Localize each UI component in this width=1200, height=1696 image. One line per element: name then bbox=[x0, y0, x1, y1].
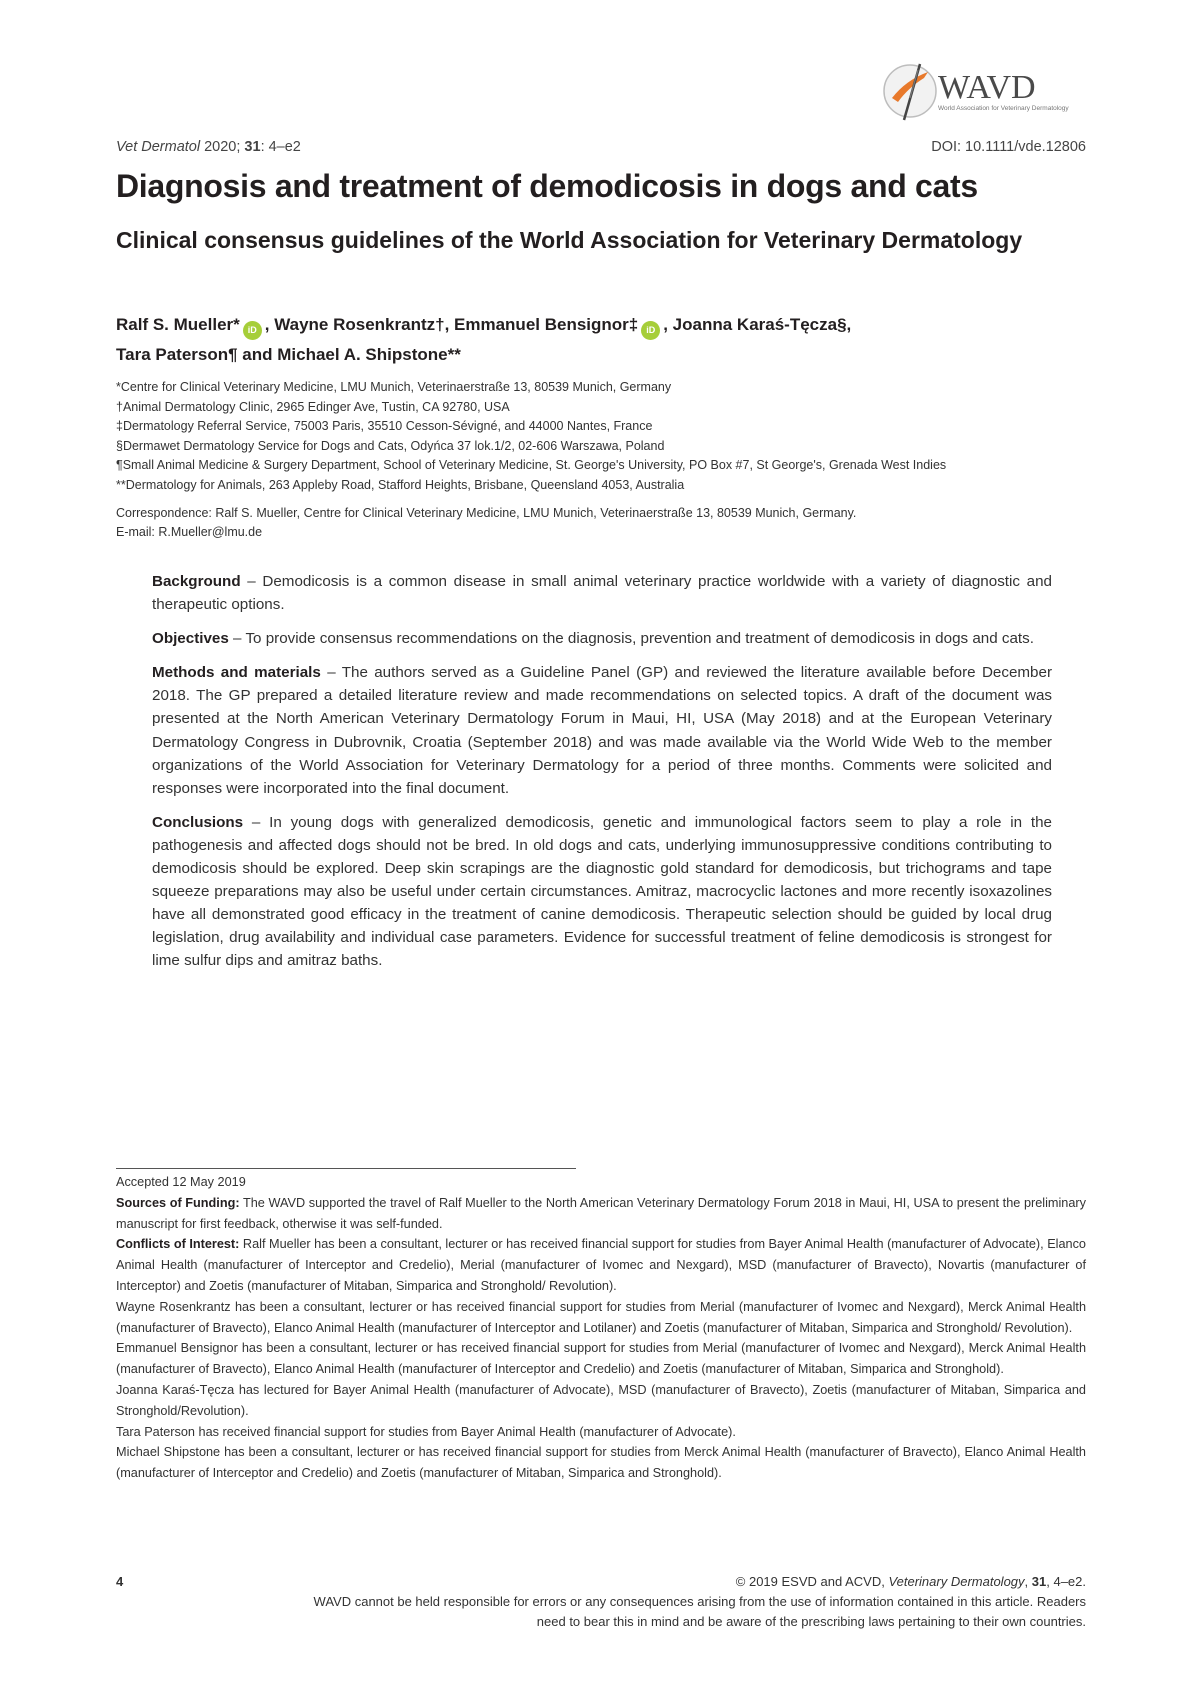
abstract-label: Methods and materials bbox=[152, 664, 321, 682]
footer-volume: 31 bbox=[1031, 1574, 1047, 1589]
abstract-objectives bbox=[152, 627, 1052, 650]
funding-note bbox=[116, 1193, 1086, 1235]
abstract-label: Conclusions bbox=[152, 813, 244, 831]
abstract bbox=[152, 570, 1052, 984]
accepted-date: Accepted 12 May 2019 bbox=[116, 1175, 246, 1189]
affiliation: ‡Dermatology Referral Service, 75003 Paris, 35510 Cesson-Sévigné, and 44000 Nantes, France bbox=[116, 419, 653, 434]
journal-citation bbox=[116, 139, 301, 155]
funding-text: The WAVD supported the travel of Ralf Mueller to the North American Veterinary Dermatology Forum 2018 in Maui, HI, USA to present the preliminary manuscript for first feedback, otherwise it was self-funded. bbox=[116, 1195, 1086, 1231]
wavd-logo bbox=[880, 58, 1090, 128]
funding-label: Sources of Funding: bbox=[116, 1195, 240, 1210]
conflicts-text: Ralf Mueller has been a consultant, lecturer or has received financial support for studies from Bayer Animal Health (manufacturer of Advocate), Elanco Animal Health (manufacturer of Interceptor and Credelio), Merial (manufacturer of Ivomec and Nexgard), MSD (manufacturer of Bravecto), Novartis (manufacturer of Interceptor) and Zoetis (manufacturer of Mitaban, Simparica and Stronghold/ Revolution). bbox=[116, 1237, 1086, 1293]
copyright-line bbox=[116, 1572, 1086, 1592]
copyright-sep: , bbox=[1024, 1574, 1032, 1589]
abstract-text: – Demodicosis is a common disease in small animal veterinary practice worldwide with a variety of diagnostic and therapeutic options. bbox=[152, 573, 1052, 614]
orcid-icon[interactable]: iD bbox=[243, 321, 262, 340]
wavd-logo-graphic bbox=[880, 58, 1090, 128]
affiliation: **Dermatology for Animals, 263 Appleby Road, Stafford Heights, Brisbane, Queensland 4053, Australia bbox=[116, 477, 685, 492]
correspondence-email[interactable]: E-mail: R.Mueller@lmu.de bbox=[116, 525, 263, 540]
orcid-icon[interactable]: iD bbox=[641, 321, 660, 340]
affiliations bbox=[116, 378, 1106, 543]
abstract-label: Background bbox=[152, 573, 241, 590]
affiliation: ¶Small Animal Medicine & Surgery Department, School of Veterinary Medicine, St. George's University, PO Box #7, St George's, Grenada West Indies bbox=[116, 458, 947, 473]
abstract-text: – To provide consensus recommendations on the diagnosis, prevention and treatment of demodicosis in dogs and cats. bbox=[228, 630, 1034, 648]
conflicts-label: Conflicts of Interest: bbox=[116, 1237, 240, 1252]
page-footer bbox=[116, 1572, 1086, 1632]
author-mueller: Ralf S. Mueller* bbox=[116, 315, 240, 334]
author-karas-tecza: , Joanna Karaś-Tęcza§, bbox=[663, 315, 852, 334]
abstract-conclusions bbox=[152, 811, 1052, 973]
disclaimer-line-1: WAVD cannot be held responsible for errors or any consequences arising from the use of information contained in this article. Readers bbox=[313, 1594, 1086, 1609]
affiliation: *Centre for Clinical Veterinary Medicine, LMU Munich, Veterinaerstraße 13, 80539 Munich, Germany bbox=[116, 380, 672, 394]
journal-abbrev: Vet Dermatol bbox=[116, 139, 201, 155]
conflict-shipstone: Michael Shipstone has been a consultant, lecturer or has received financial support for studies from Merck Animal Health (manufacturer of Bravecto), Elanco Animal Health (manufacturer of Interceptor and Credelio) and Zoetis (manufacturer of Mitaban, Simparica and Stronghold). bbox=[116, 1445, 1086, 1481]
affiliation: §Dermawet Dermatology Service for Dogs and Cats, Odyńca 37 lok.1/2, 02-606 Warszawa, Poland bbox=[116, 438, 665, 453]
conflicts-note bbox=[116, 1234, 1086, 1296]
correspondence: Correspondence: Ralf S. Mueller, Centre for Clinical Veterinary Medicine, LMU Munich, Veterinaerstraße 13, 80539 Munich, Germany. bbox=[116, 505, 857, 520]
author-list bbox=[116, 310, 1096, 369]
abstract-text: – The authors served as a Guideline Panel (GP) and reviewed the literature available before December 2018. The GP prepared a detailed literature review and made recommendations on selected topics. A draft of the document was presented at the North American Veterinary Dermatology Forum in Maui, HI, USA (May 2018) and at the European Veterinary Dermatology Congress in Dubrovnik, Croatia (September 2018) and was made available via the World Wide Web to the member organizations of the World Association for Veterinary Dermatology for a period of three months. Comments were solicited and responses were incorporated into the final document. bbox=[152, 664, 1053, 797]
conflict-paterson: Tara Paterson has received financial support for studies from Bayer Animal Health (manufacturer of Advocate). bbox=[116, 1424, 736, 1439]
author-rosenkrantz-bensignor: , Wayne Rosenkrantz†, Emmanuel Bensignor‡ bbox=[264, 315, 639, 334]
conflict-bensignor: Emmanuel Bensignor has been a consultant, lecturer or has received financial support for studies from Merial (manufacturer of Ivomec and Nexgard), Merck Animal Health (manufacturer of Bravecto), Elanco Animal Health (manufacturer of Interceptor and Credelio) and Zoetis (manufacturer of Mitaban, Simparica and Stronghold). bbox=[116, 1341, 1086, 1377]
journal-header bbox=[116, 139, 1086, 155]
copyright-suffix: , 4–e2. bbox=[1046, 1574, 1086, 1589]
journal-pages: : 4–e2 bbox=[260, 139, 301, 155]
affiliation: †Animal Dermatology Clinic, 2965 Edinger Ave, Tustin, CA 92780, USA bbox=[116, 399, 510, 414]
abstract-text: – In young dogs with generalized demodicosis, genetic and immunological factors seem to play a role in the pathogenesis and affected dogs should not be bred. In old dogs and cats, underlying immunosuppressive conditions contributing to demodicosis should be explored. Deep skin scrapings are the diagnostic gold standard for demodicosis, but trichograms and tape squeeze preparations may also be useful under certain circumstances. Amitraz, macrocyclic lactones and more recently isoxazolines have all demonstrated good efficacy in the treatment of canine demodicosis. Therapeutic selection should be guided by local drug legislation, drug availability and individual case parameters. Evidence for successful treatment of feline demodicosis is strongest for lime sulfur dips and amitraz baths. bbox=[152, 813, 1052, 970]
doi[interactable]: DOI: 10.1111/vde.12806 bbox=[931, 139, 1086, 155]
journal-volume: 31 bbox=[244, 139, 261, 155]
copyright-prefix: © 2019 ESVD and ACVD, bbox=[735, 1574, 889, 1589]
article-subtitle: Clinical consensus guidelines of the World Association for Veterinary Dermatology bbox=[116, 227, 1023, 253]
page-number: 4 bbox=[116, 1574, 124, 1589]
journal-year: 2020; bbox=[200, 139, 245, 155]
conflict-rosenkrantz: Wayne Rosenkrantz has been a consultant, lecturer or has received financial support for studies from Merial (manufacturer of Ivomec and Nexgard), Merck Animal Health (manufacturer of Bravecto), Elanco Animal Health (manufacturer of Interceptor and Lotilaner) and Zoetis (manufacturer of Mitaban, Simparica and Stronghold/ Revolution). bbox=[116, 1299, 1086, 1335]
author-paterson-shipstone: Tara Paterson¶ and Michael A. Shipstone** bbox=[116, 345, 461, 364]
conflict-karas-tecza: Joanna Karaś-Tęcza has lectured for Bayer Animal Health (manufacturer of Advocate), MSD (manufacturer of Bravecto), Zoetis (manufacturer of Mitaban, Simparica and Stronghold/Revolution). bbox=[116, 1382, 1086, 1418]
abstract-methods bbox=[152, 661, 1052, 800]
footnote-divider bbox=[116, 1168, 576, 1169]
footnotes bbox=[116, 1172, 1086, 1484]
article-title: Diagnosis and treatment of demodicosis in dogs and cats bbox=[116, 168, 978, 204]
journal-name: Veterinary Dermatology bbox=[888, 1574, 1025, 1589]
abstract-label: Objectives bbox=[152, 630, 229, 648]
abstract-background bbox=[152, 570, 1052, 616]
disclaimer-line-2: need to bear this in mind and be aware of the prescribing laws pertaining to their own countries. bbox=[536, 1614, 1086, 1629]
logo-subtext: World Association for Veterinary Dermatology bbox=[938, 105, 1069, 112]
logo-wordmark: WAVD bbox=[938, 69, 1036, 106]
